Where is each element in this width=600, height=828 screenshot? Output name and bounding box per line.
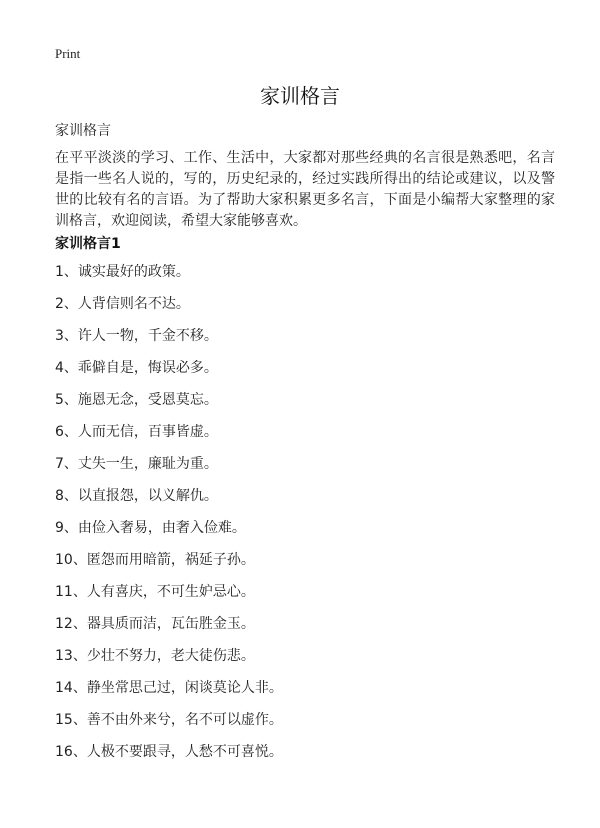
list-item: 1、诚实最好的政策。 bbox=[55, 264, 190, 280]
list-item: 7、丈失一生，廉耻为重。 bbox=[55, 456, 218, 472]
list-item: 12、器具质而洁，瓦缶胜金玉。 bbox=[55, 616, 255, 632]
list-item: 4、乖僻自是，悔误必多。 bbox=[55, 360, 218, 376]
list-item: 16、人极不要跟寻，人愁不可喜悦。 bbox=[55, 744, 283, 760]
list-item: 9、由俭入奢易，由奢入俭难。 bbox=[55, 520, 246, 536]
list-item: 11、人有喜庆，不可生妒忌心。 bbox=[55, 584, 255, 600]
document-subtitle: 家训格言 bbox=[55, 123, 111, 139]
list-item: 15、善不由外来兮，名不可以虚作。 bbox=[55, 712, 283, 728]
page-title: 家训格言 bbox=[260, 84, 340, 108]
section-heading: 家训格言1 bbox=[55, 236, 121, 252]
print-link[interactable]: Print bbox=[55, 46, 81, 61]
list-item: 2、人背信则名不达。 bbox=[55, 296, 190, 312]
intro-paragraph: 在平平淡淡的学习、工作、生活中，大家都对那些经典的名言很是熟悉吧，名言是指一些名人说的，写的，历史纪录的，经过实践所得出的结论或建议，以及警世的比较有名的言语。为了帮助大家积累更多名言，下面是小编帮大家整理的家训格言，欢迎阅读，希望大家能够喜欢。 bbox=[55, 150, 555, 229]
list-item: 8、以直报怨，以义解仇。 bbox=[55, 488, 218, 504]
list-item: 13、少壮不努力，老大徒伤悲。 bbox=[55, 648, 255, 664]
list-item: 14、静坐常思己过，闲谈莫论人非。 bbox=[55, 680, 283, 696]
list-item: 3、许人一物，千金不移。 bbox=[55, 328, 218, 344]
list-item: 5、施恩无念，受恩莫忘。 bbox=[55, 392, 218, 408]
list-item: 6、人而无信，百事皆虚。 bbox=[55, 424, 218, 440]
proverb-list bbox=[55, 262, 283, 774]
list-item: 10、匿怨而用暗箭，祸延子孙。 bbox=[55, 552, 255, 568]
